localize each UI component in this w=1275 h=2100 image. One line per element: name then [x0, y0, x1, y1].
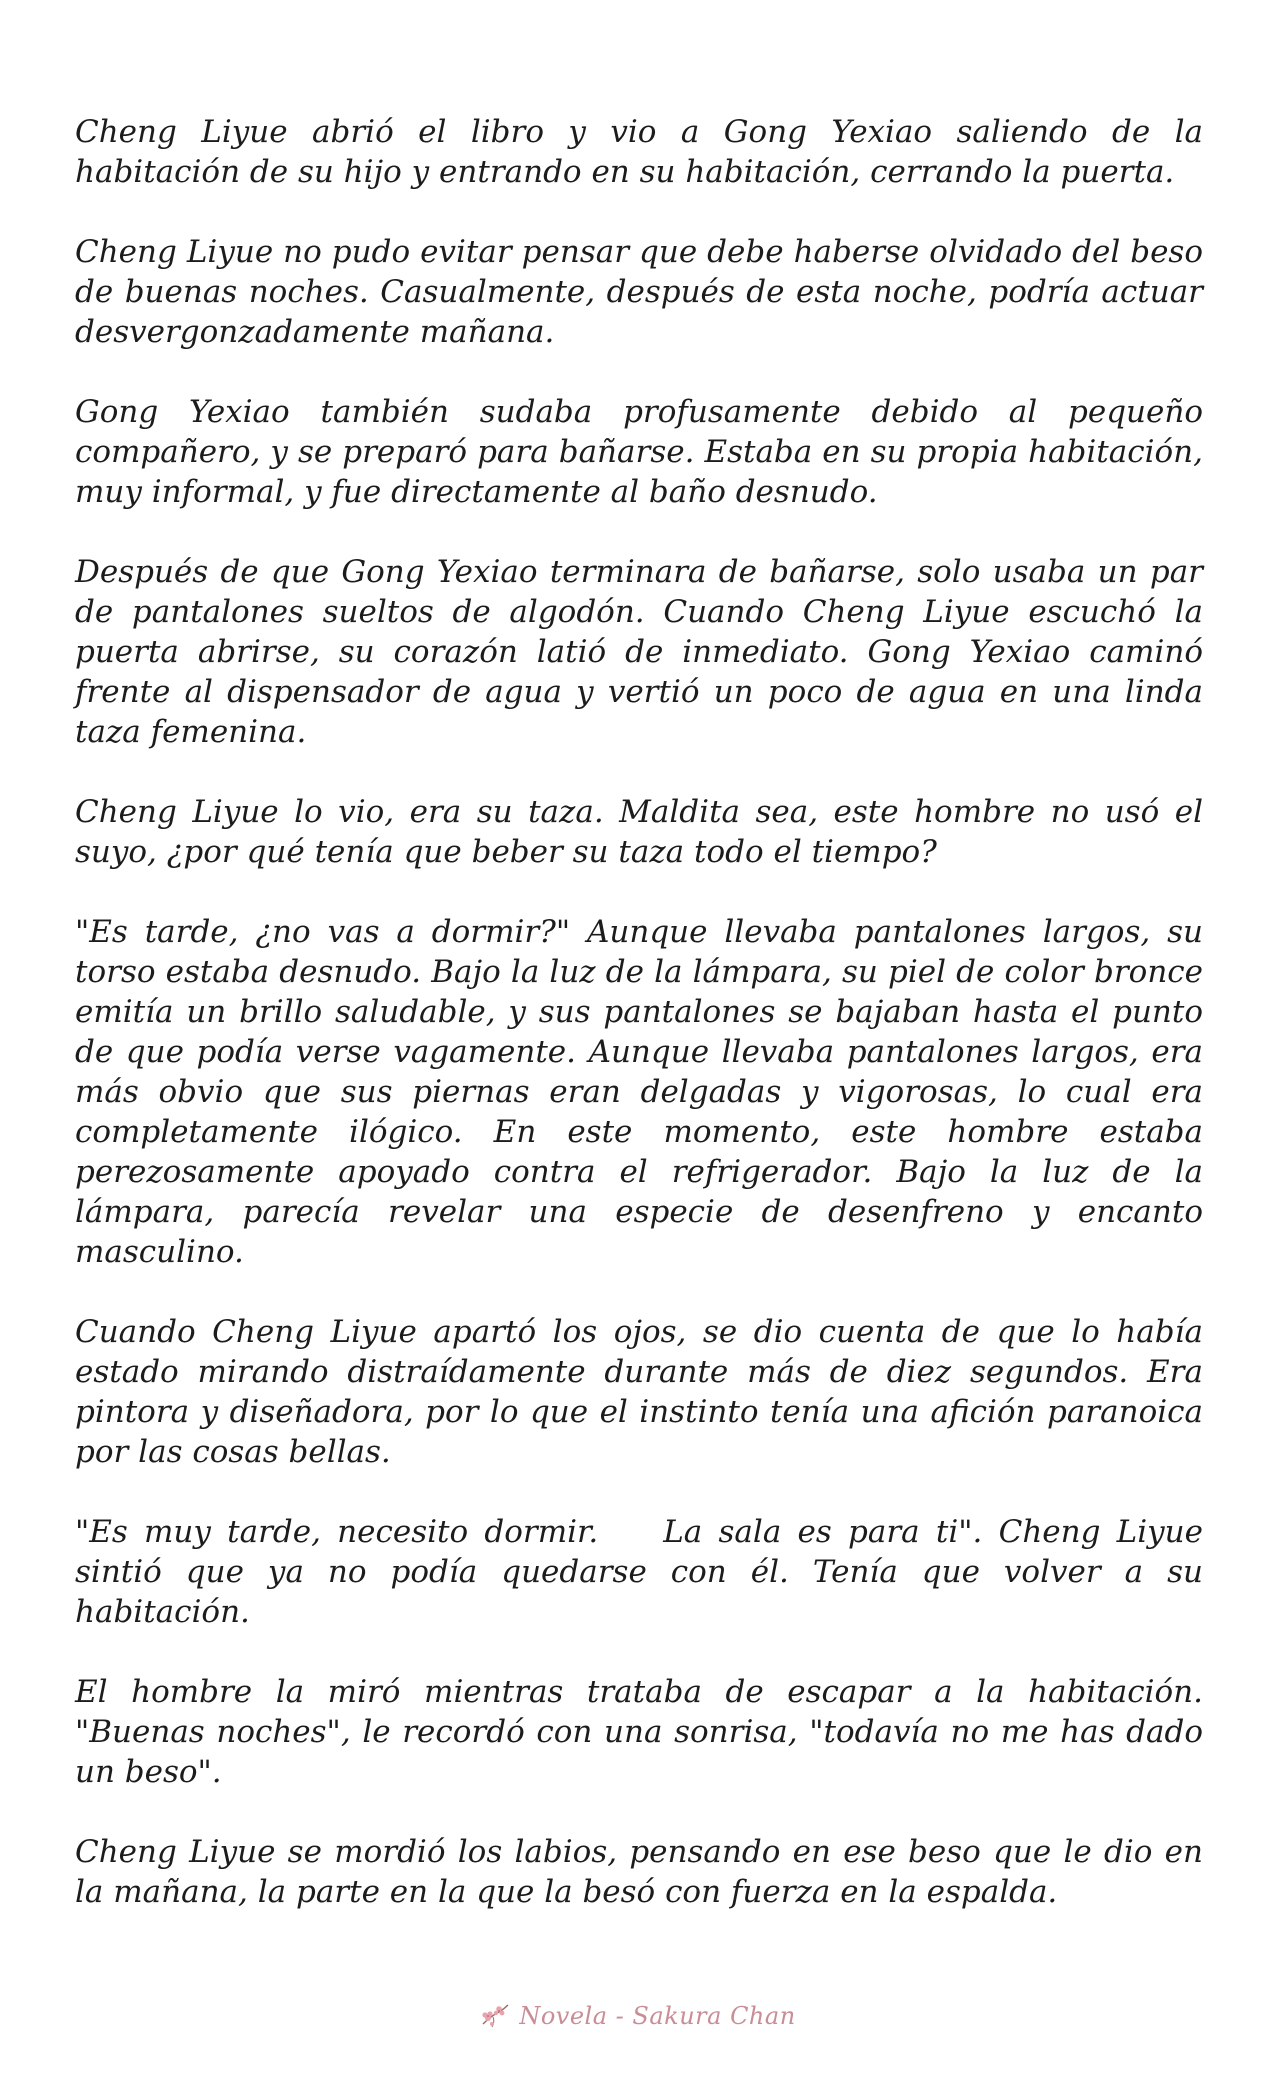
watermark — [479, 2002, 795, 2030]
watermark-footer — [0, 1996, 1275, 2036]
paragraph-9: El hombre la miró mientras trataba de escapar a la habitación. "Buenas noches", le recordó con una sonrisa, "todavía no me has dado un beso". — [75, 1674, 1213, 1790]
chapter-text — [75, 112, 1213, 1952]
paragraph-6: "Es tarde, ¿no vas a dormir?" Aunque llevaba pantalones largos, su torso estaba desnudo. Bajo la luz de la lámpara, su piel de color bronce emitía un brillo saludable, y sus pantalones se bajaban hasta el punto de que podía verse vagamente. Aunque llevaba pantalones largos, era más obvio que sus piernas eran delgadas y vigorosas, lo cual era completamente ilógico. En este momento, este hombre estaba perezosamente apoyado contra el refrigerador. Bajo la luz de la lámpara, parecía revelar una especie de desenfreno y encanto masculino. — [75, 914, 1213, 1270]
paragraph-3: Gong Yexiao también sudaba profusamente debido al pequeño compañero, y se preparó para bañarse. Estaba en su propia habitación, muy informal, y fue directamente al baño desnudo. — [75, 394, 1213, 510]
paragraph-7: Cuando Cheng Liyue apartó los ojos, se dio cuenta de que lo había estado mirando distraídamente durante más de diez segundos. Era pintora y diseñadora, por lo que el instinto tenía una afición paranoica por las cosas bellas. — [75, 1314, 1213, 1470]
paragraph-1: Cheng Liyue abrió el libro y vio a Gong Yexiao saliendo de la habitación de su hijo y entrando en su habitación, cerrando la puerta. — [75, 114, 1213, 190]
paragraph-5: Cheng Liyue lo vio, era su taza. Maldita sea, este hombre no usó el suyo, ¿por qué tenía que beber su taza todo el tiempo? — [75, 794, 1213, 870]
paragraph-2: Cheng Liyue no pudo evitar pensar que debe haberse olvidado del beso de buenas noches. Casualmente, después de esta noche, podría actuar desvergonzadamente mañana. — [75, 234, 1213, 350]
paragraph-8: "Es muy tarde, necesito dormir. La sala es para ti". Cheng Liyue sintió que ya no podía quedarse con él. Tenía que volver a su habitación. — [75, 1514, 1213, 1630]
paragraph-4: Después de que Gong Yexiao terminara de bañarse, solo usaba un par de pantalones sueltos de algodón. Cuando Cheng Liyue escuchó la puerta abrirse, su corazón latió de inmediato. Gong Yexiao caminó frente al dispensador de agua y vertió un poco de agua en una linda taza femenina. — [75, 554, 1213, 750]
paragraph-10: Cheng Liyue se mordió los labios, pensando en ese beso que le dio en la mañana, la parte en la que la besó con fuerza en la espalda. — [75, 1834, 1213, 1910]
cherry-blossom-icon — [479, 2002, 511, 2030]
watermark-text: Novela - Sakura Chan — [519, 2002, 796, 2030]
